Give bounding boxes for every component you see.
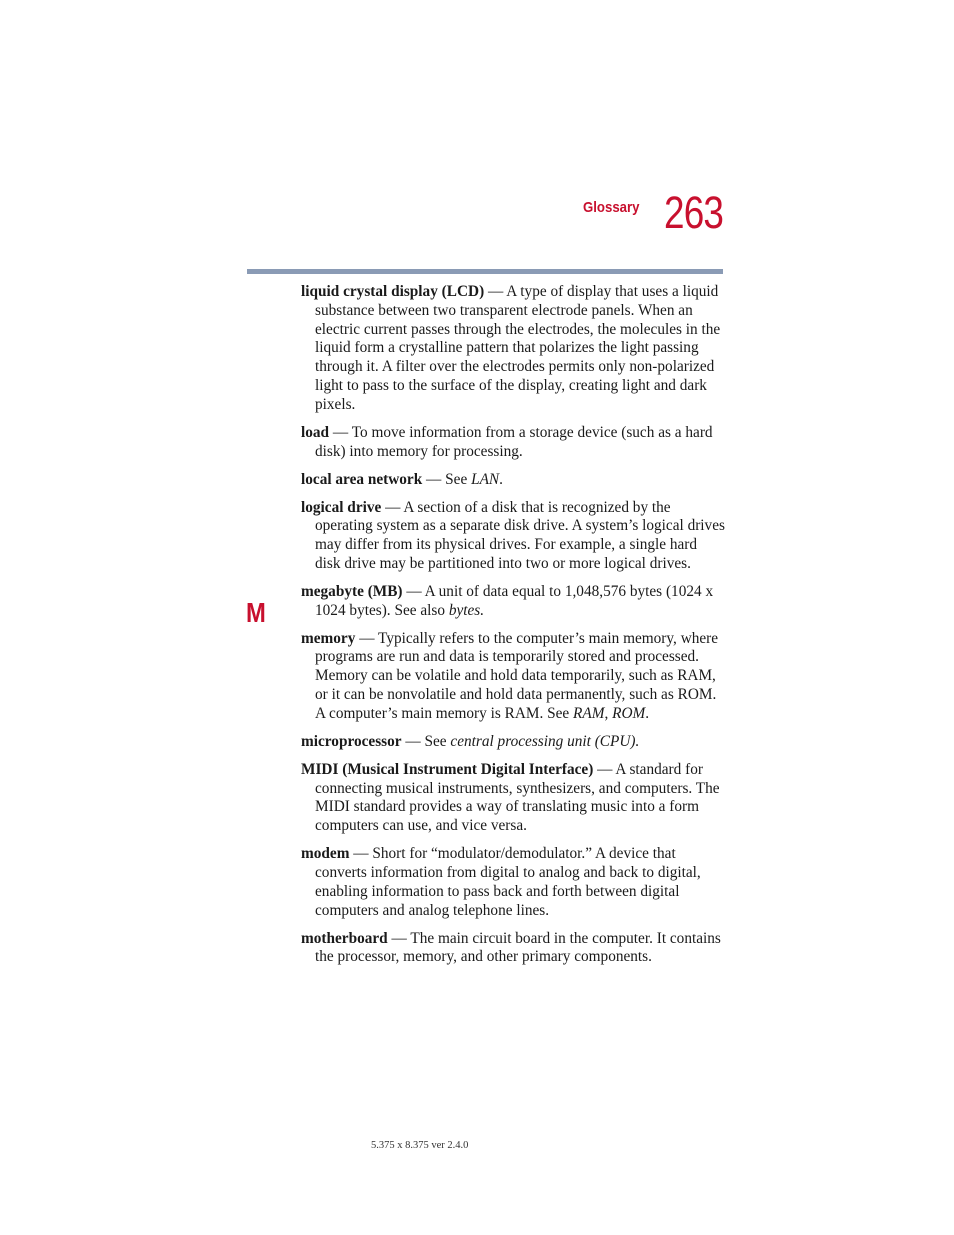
entry-term: microprocessor xyxy=(301,732,402,750)
entry-definition: — Short for “modulator/demodulator.” A device that converts information from digital to analog and back to digital, enabling information to pass back and forth between digital computers and analog telephone lines. xyxy=(315,845,701,919)
entry-term-expansion: Musical Instrument Digital Interface xyxy=(347,760,589,778)
glossary-entry-logical-drive xyxy=(301,499,725,574)
header-rule xyxy=(247,269,723,274)
glossary-entries xyxy=(301,283,725,976)
entry-term-paren: ( xyxy=(338,760,348,778)
footer-version: 5.375 x 8.375 ver 2.4.0 xyxy=(371,1140,469,1151)
glossary-entry-midi xyxy=(301,761,725,836)
entry-term: MIDI xyxy=(301,760,339,778)
entry-term-paren: ) xyxy=(588,760,594,778)
section-letter: M xyxy=(246,597,266,628)
entry-definition: — See xyxy=(422,470,472,488)
entry-end: . xyxy=(499,470,503,488)
entry-term: memory xyxy=(301,629,356,647)
entry-definition: — To move information from a storage device (such as a hard disk) into memory for processing. xyxy=(315,423,713,460)
entry-term: logical drive xyxy=(301,498,382,516)
glossary-entry-memory xyxy=(301,630,725,724)
entry-definition: — A section of a disk that is recognized by the operating system as a separate disk drive. A system’s logical drives may differ from its physical drives. For example, a single hard disk drive may be partitioned into two or more logical drives. xyxy=(315,498,725,572)
entry-cross-reference: central processing unit (CPU). xyxy=(450,732,640,750)
glossary-entry-motherboard xyxy=(301,930,725,968)
entry-term: liquid crystal display (LCD) xyxy=(301,283,485,300)
page-number: 263 xyxy=(664,187,724,238)
glossary-entry-megabyte xyxy=(301,583,725,621)
entry-definition: — Typically refers to the computer’s main memory, where programs are run and data is temporarily stored and processed. Memory can be volatile and hold data temporarily, such as RAM, or it can be nonvolatile and hold data permanently, such as ROM. A computer’s main memory is RAM. See xyxy=(315,629,719,722)
entry-cross-reference: bytes. xyxy=(448,601,485,619)
glossary-entry-microprocessor xyxy=(301,733,725,752)
entry-term: load xyxy=(301,423,330,441)
entry-cross-reference: RAM xyxy=(573,704,605,722)
glossary-entry-modem xyxy=(301,845,725,920)
running-header-section: Glossary xyxy=(583,199,640,216)
entry-definition: — A unit of data equal to 1,048,576 bytes (1024 x 1024 bytes). See also xyxy=(315,582,714,619)
entry-definition: — See xyxy=(401,732,451,750)
glossary-entry-lcd xyxy=(301,283,725,415)
glossary-entry-load xyxy=(301,424,725,462)
entry-end: . xyxy=(645,704,650,722)
entry-definition: — The main circuit board in the computer. It contains the processor, memory, and other primary components. xyxy=(315,929,721,966)
entry-definition: — A type of display that uses a liquid substance between two transparent electrode panels. When an electric current passes through the electrodes, the molecules in the liquid form a crystalline pattern that polarizes the light passing through it. A filter over the electrodes permits only non-polarized light to pass to the surface of the display, creating light and dark pixels. xyxy=(315,283,721,413)
glossary-entry-local-area-network xyxy=(301,471,725,490)
entry-term: modem xyxy=(301,845,350,863)
entry-definition: — A standard for connecting musical instruments, synthesizers, and computers. The MIDI standard provides a way of translating music into a form computers can use, and vice versa. xyxy=(315,760,720,835)
entry-cross-reference: ROM xyxy=(612,704,646,722)
entry-term: megabyte (MB) xyxy=(301,582,403,600)
entry-term: motherboard xyxy=(301,929,388,947)
entry-separator: , xyxy=(604,704,613,722)
entry-cross-reference: LAN xyxy=(471,470,500,488)
entry-term: local area network xyxy=(301,470,423,488)
